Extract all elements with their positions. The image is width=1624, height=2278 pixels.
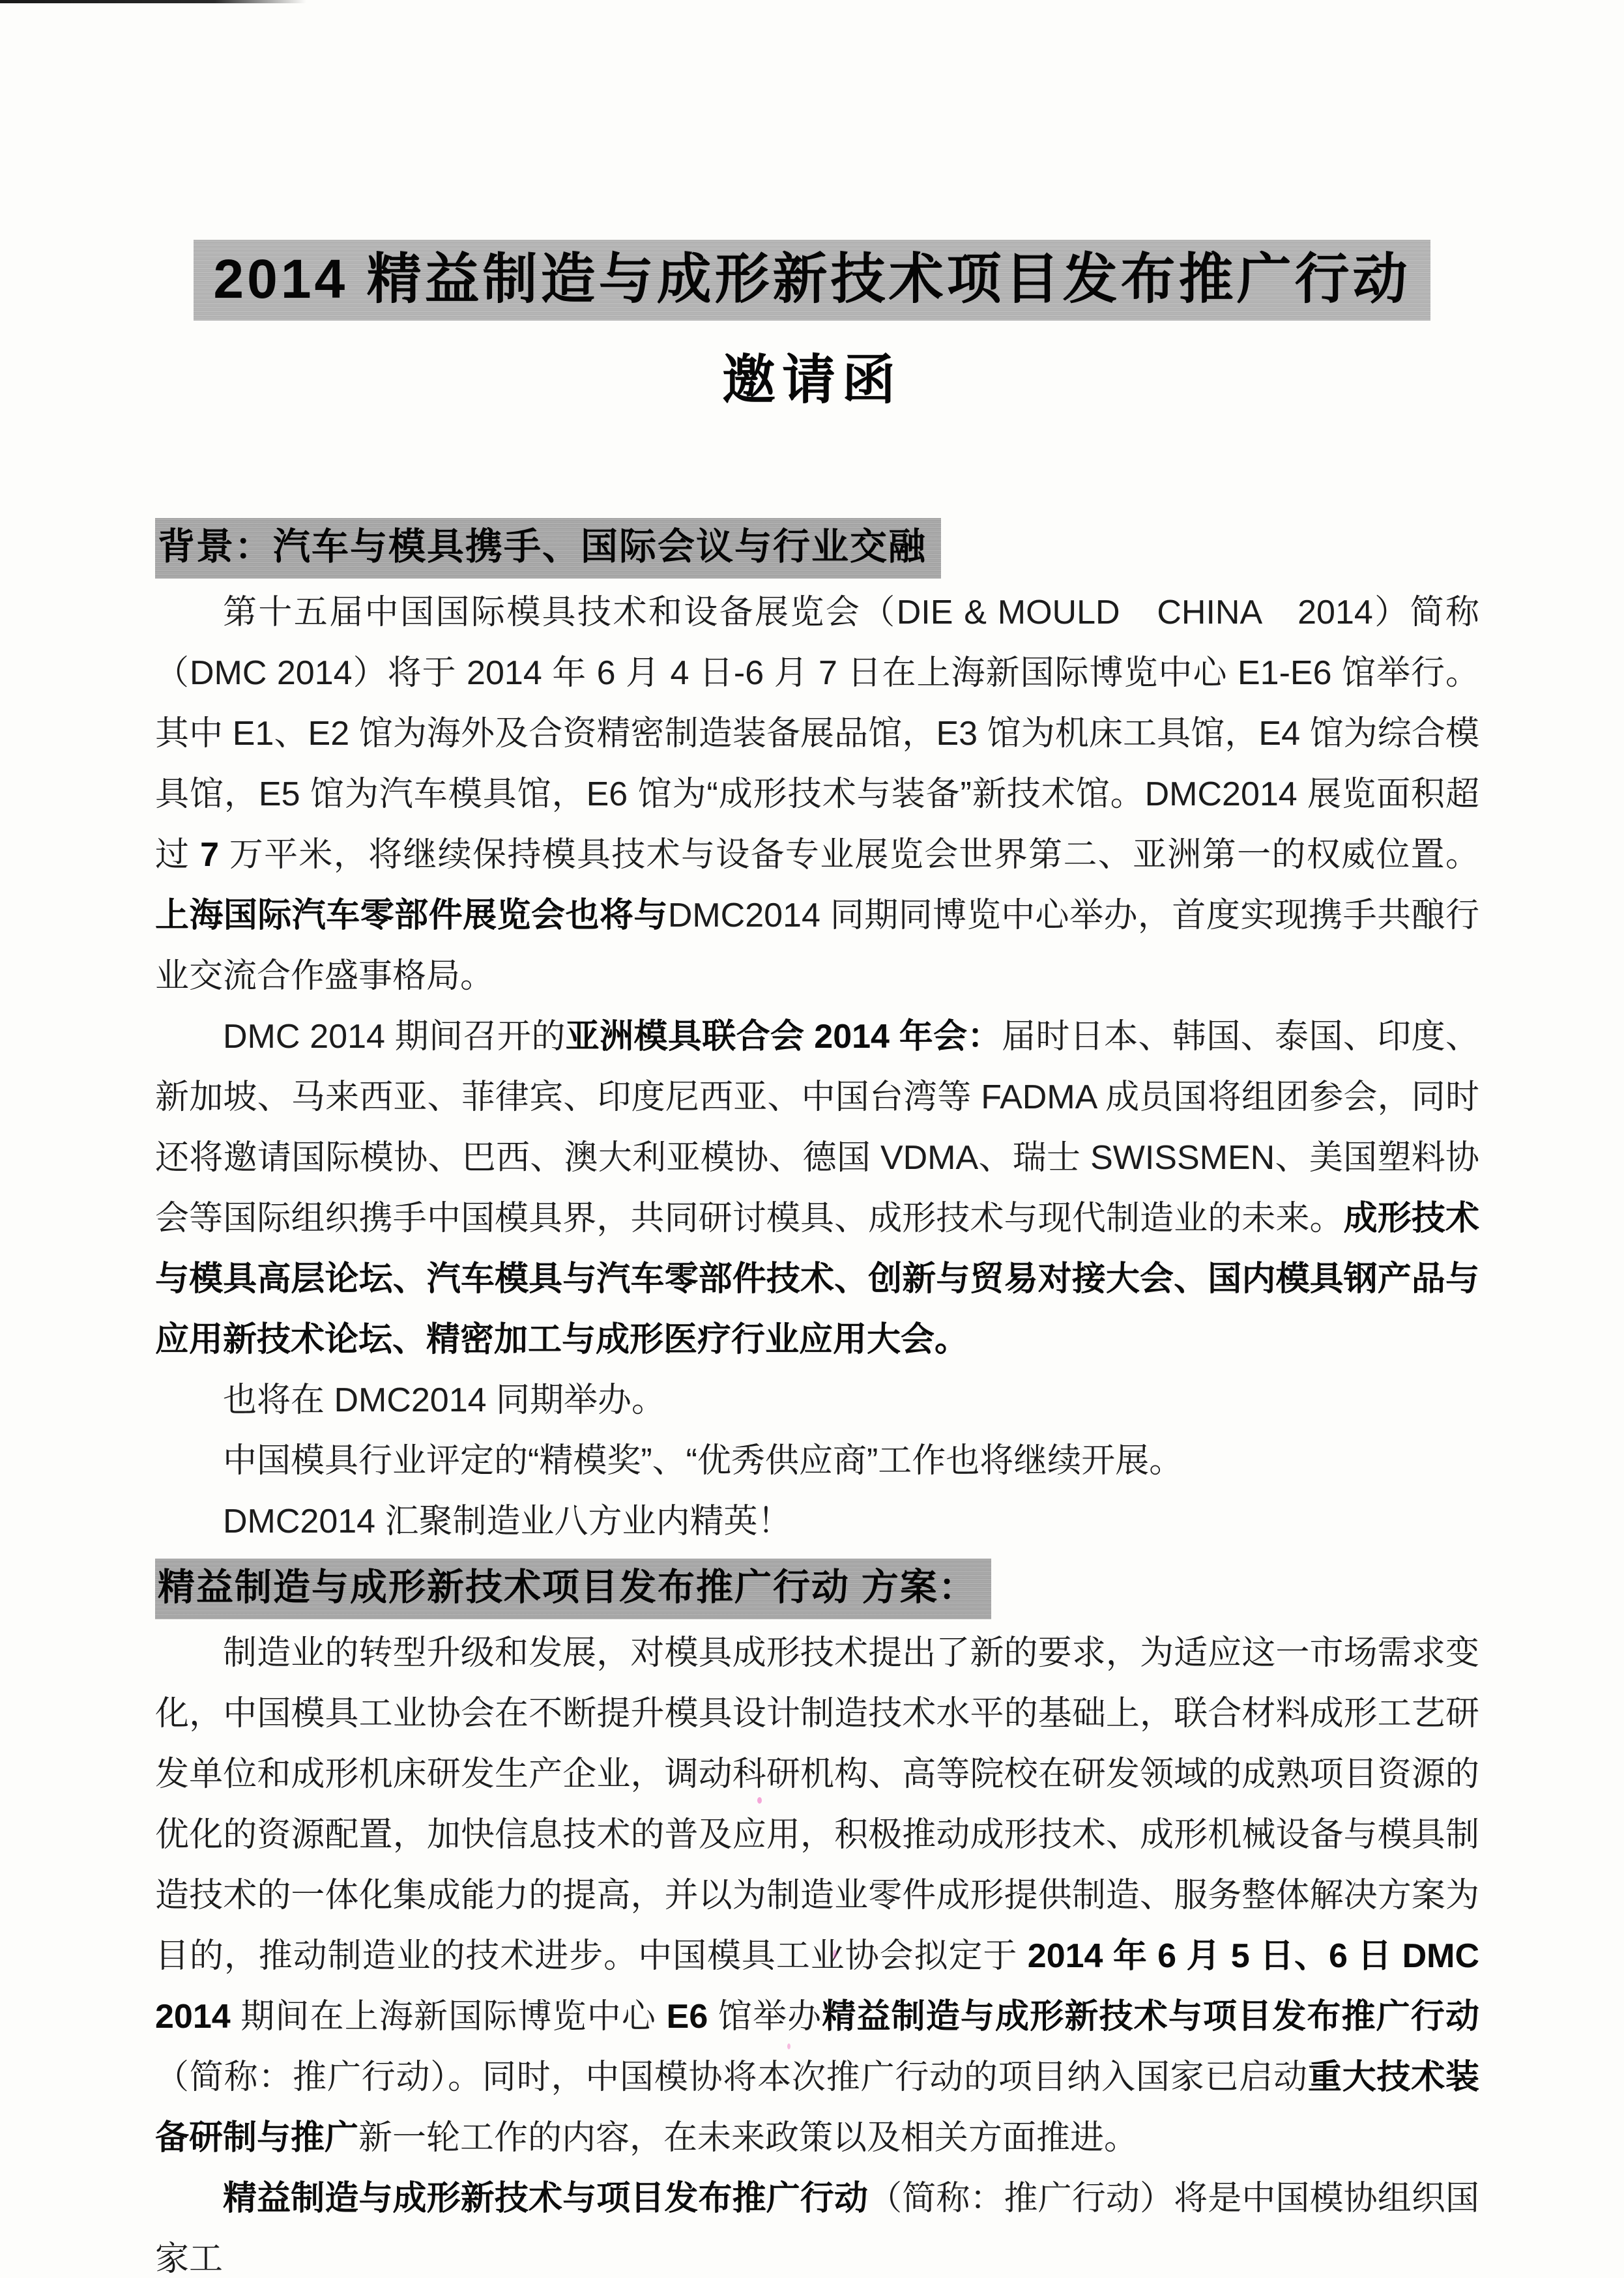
text-run: 万平米，将继续保持模具技术与设备专业展览会世界第二、亚洲第一的权威位置。 xyxy=(219,836,1479,874)
section-heading-row xyxy=(155,512,1479,583)
text-run: 新一轮工作的内容，在未来政策以及相关方面推进。 xyxy=(358,2119,1138,2157)
bold-text-run: 重大技术装备研制与推广 xyxy=(155,2058,1479,2157)
text-run: （简称：推广行动）将是中国模协组织国家工 xyxy=(155,2180,1479,2278)
scan-edge-artifact xyxy=(0,0,306,3)
text-run: 制造业的转型升级和发展，对模具成形技术提出了新的要求，为适应这一市场需求变化，中国模具工业协会在不断提升模具设计制造技术水平的基础上，联合材料成形工艺研发单位和成形机床研发生产企业，调动科研机构、高等院校在研发领域的成熟项目资源的优化的资源配置，加快信息技术的普及应用，积极推动成形技术、成形机械设备与模具制造技术的一体化集成能力的提高，并以为制造业零件成形提供制造、服务整体解决方案为目的，推动制造业的技术进步。中国模具工业协会拟定于 xyxy=(155,1634,1479,1975)
text-run: 也将在 DMC2014 同期举办。 xyxy=(223,1381,665,1419)
bold-text-run: 成形技术与模具高层论坛、汽车模具与汽车零部件技术、创新与贸易对接大会、国内模具钢产品与应用新技术论坛、精密加工与成形医疗行业应用大会。 xyxy=(155,1200,1479,1359)
bold-text-run: 精益制造与成形新技术与项目发布推广行动 xyxy=(822,1998,1479,2036)
document-title: 2014 精益制造与成形新技术项目发布推广行动 xyxy=(194,240,1430,321)
text-run: 第十五届中国国际模具技术和设备展览会（DIE & MOULD CHINA 2014）简称（DMC 2014）将于 2014 年 6 月 4 日-6 月 7 日在上海新国际博览中心 E1-E6 馆举行。其中 E1、E2 馆为海外及合资精密制造装备展品馆，E3 馆为机床工具馆，E4 馆为综合模具馆，E5 馆为汽车模具馆，E6 馆为“成形技术与装备”新技术馆。DMC2014 展览面积超过 xyxy=(155,594,1479,874)
paragraph xyxy=(155,1007,1479,1370)
bold-text-run: E6 xyxy=(666,1998,708,2036)
bold-text-run: 上海国际汽车零部件展览会也将与 xyxy=(155,897,668,934)
document-subtitle: 邀请函 xyxy=(721,351,902,410)
document-sections xyxy=(155,512,1479,2278)
paragraph xyxy=(155,1431,1479,1492)
section-heading: 精益制造与成形新技术项目发布推广行动 方案： xyxy=(155,1559,991,1619)
text-run: （简称：推广行动）。同时，中国模协将本次推广行动的项目纳入国家已启动 xyxy=(155,2058,1308,2096)
paragraph xyxy=(155,1370,1479,1431)
document-title-row xyxy=(72,240,1552,321)
text-run: 期间在上海新国际博览中心 xyxy=(230,1998,667,2036)
bold-text-run: 精益制造与成形新技术与项目发布推广行动 xyxy=(223,2180,869,2217)
paragraph xyxy=(155,1492,1479,1552)
bold-text-run: 2014 年 6 月 5 日、6 日 DMC 2014 xyxy=(155,1937,1479,2036)
paragraph xyxy=(155,583,1479,1007)
text-run: DMC 2014 期间召开的 xyxy=(223,1018,566,1056)
section-heading: 背景：汽车与模具携手、国际会议与行业交融 xyxy=(155,518,941,579)
text-run: DMC2014 同期同博览中心举办，首度实现携手共酿行业交流合作盛事格局。 xyxy=(155,897,1479,995)
text-run: DMC2014 汇聚制造业八方业内精英！ xyxy=(223,1503,792,1540)
scan-artifact xyxy=(833,1950,837,1959)
bold-text-run: 7 xyxy=(200,836,220,874)
text-run: 中国模具行业评定的“精模奖”、“优秀供应商”工作也将继续开展。 xyxy=(223,1442,1183,1480)
paragraph xyxy=(155,2169,1479,2278)
paragraph xyxy=(155,1623,1479,2169)
text-run: 届时日本、韩国、泰国、印度、新加坡、马来西亚、菲律宾、印度尼西亚、中国台湾等 FADMA 成员国将组团参会，同时还将邀请国际模协、巴西、澳大利亚模协、德国 VDMA、瑞士 SWISSMEN、美国塑料协会等国际组织携手中国模具界，共同研讨模具、成形技术与现代制造业的未来。 xyxy=(155,1018,1479,1237)
bold-text-run: 亚洲模具联合会 2014 年会： xyxy=(565,1018,1002,1056)
scan-artifact xyxy=(787,2043,790,2049)
text-run: 馆举办 xyxy=(708,1998,822,2036)
scan-artifact xyxy=(757,1797,762,1804)
section-heading-row xyxy=(155,1552,1479,1623)
